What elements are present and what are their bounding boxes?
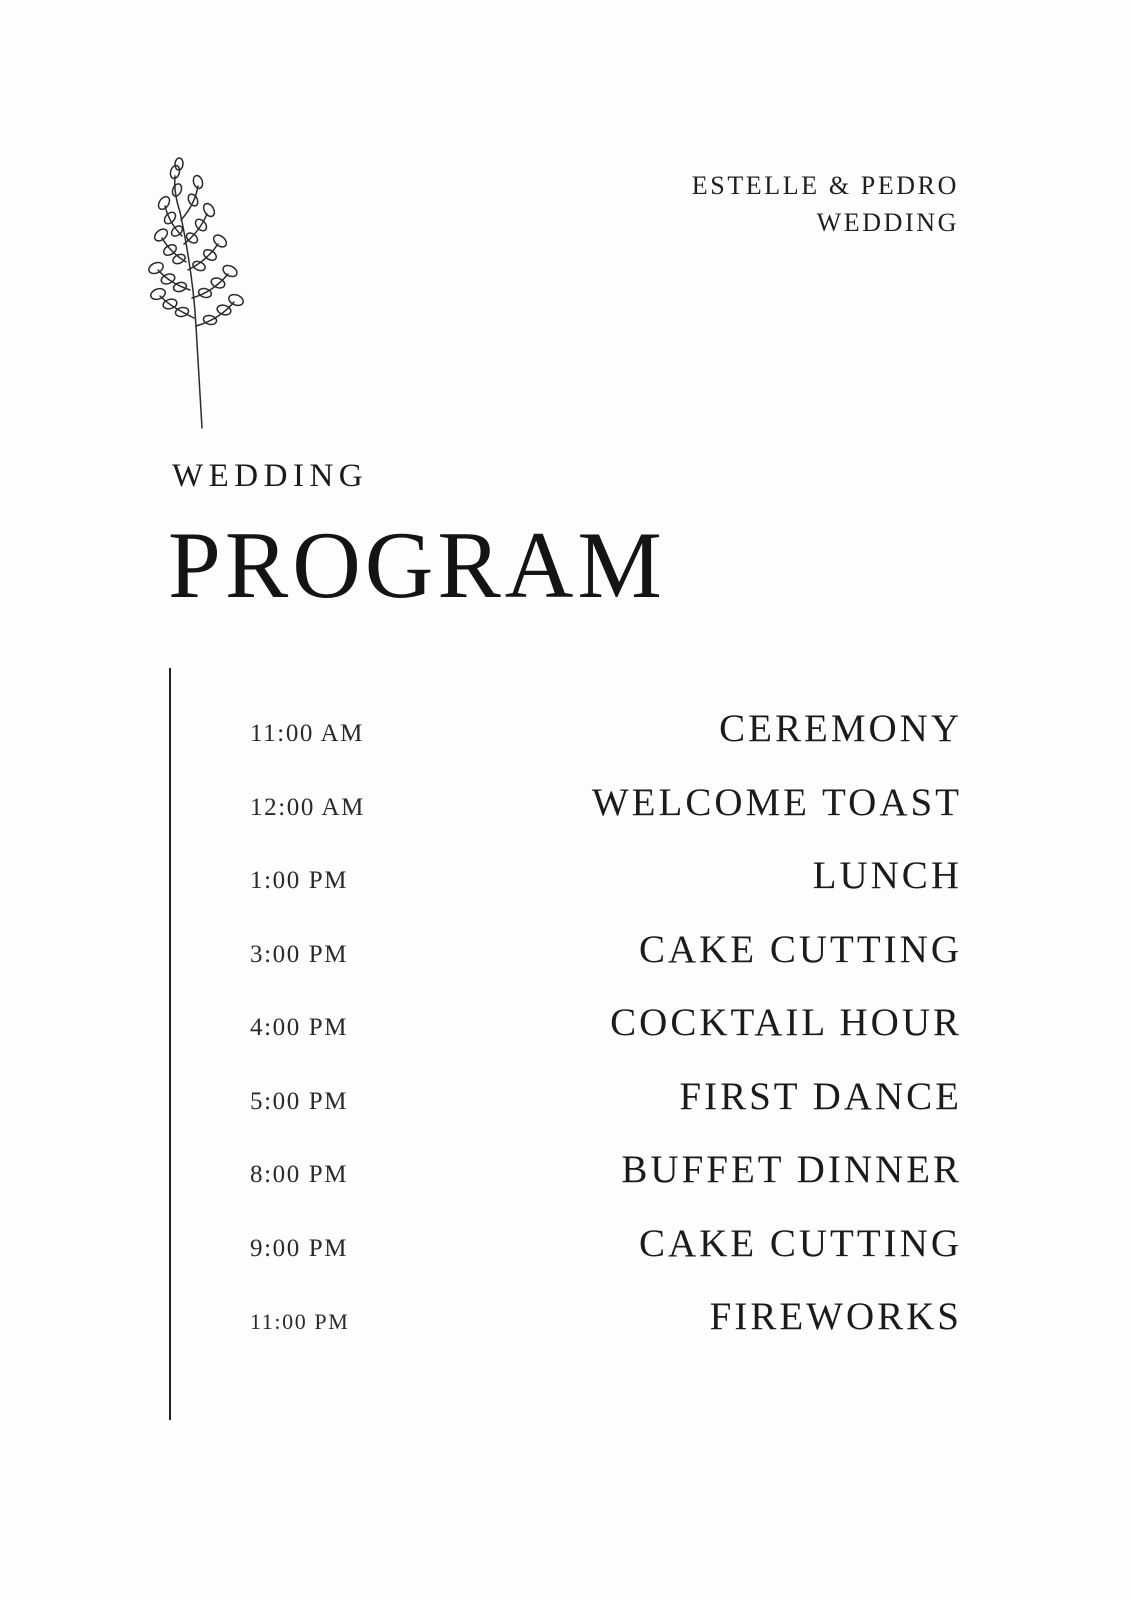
schedule-row — [200, 927, 962, 1001]
schedule-list — [200, 706, 962, 1368]
schedule-row — [200, 1294, 962, 1368]
vertical-divider — [169, 668, 171, 1420]
schedule-row — [200, 1147, 962, 1221]
schedule-time: 12:00 AM — [250, 793, 365, 821]
schedule-event: CAKE CUTTING — [638, 927, 962, 971]
schedule-event: FIRST DANCE — [679, 1074, 962, 1118]
schedule-time: 8:00 PM — [250, 1161, 349, 1188]
schedule-row — [200, 1000, 962, 1074]
schedule-row — [200, 706, 962, 780]
schedule-event: BUFFET DINNER — [621, 1148, 962, 1191]
schedule-row — [200, 780, 962, 854]
schedule-event: CAKE CUTTING — [638, 1221, 962, 1265]
page-title: PROGRAM — [168, 512, 666, 618]
schedule-time: 11:00 AM — [250, 720, 364, 747]
couple-names — [692, 168, 959, 242]
schedule-event: FIREWORKS — [709, 1295, 962, 1338]
schedule-event: WELCOME TOAST — [591, 780, 962, 824]
schedule-time: 1:00 PM — [250, 867, 349, 894]
couple-names-line-2: WEDDING — [816, 207, 959, 237]
botanical-sprig-icon — [136, 140, 276, 430]
schedule-row — [200, 853, 962, 927]
schedule-event: LUNCH — [812, 854, 962, 897]
schedule-event: COCKTAIL HOUR — [610, 1001, 962, 1044]
couple-names-line-1: ESTELLE & PEDRO — [691, 171, 959, 200]
schedule-time: 5:00 PM — [250, 1087, 349, 1115]
schedule-time: 11:00 PM — [250, 1309, 350, 1334]
schedule-row — [200, 1074, 962, 1148]
schedule-time: 9:00 PM — [250, 1234, 349, 1262]
page-eyebrow: WEDDING — [172, 458, 369, 494]
schedule-event: CEREMONY — [719, 707, 962, 750]
schedule-row — [200, 1221, 962, 1295]
schedule-time: 3:00 PM — [250, 940, 349, 968]
schedule-time: 4:00 PM — [250, 1014, 349, 1041]
